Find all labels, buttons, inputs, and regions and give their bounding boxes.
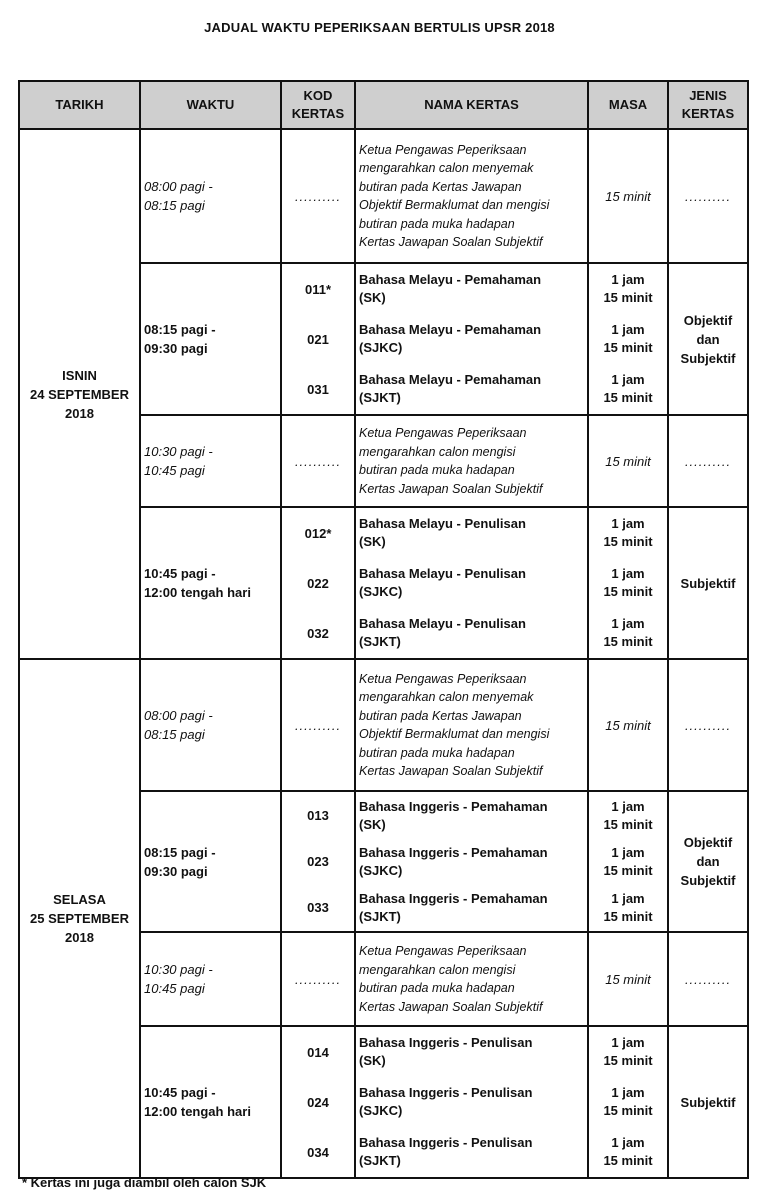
paper-name-line: Bahasa Melayu - Penulisan [359, 566, 526, 581]
paper-name-line: Bahasa Inggeris - Penulisan [359, 1135, 533, 1150]
time-end: 08:15 pagi [144, 727, 205, 742]
paper-duration [589, 558, 667, 608]
note-line: Objektif Bermaklumat dan mengisi [359, 727, 550, 741]
time-cell [140, 129, 281, 263]
paper-duration [589, 608, 667, 658]
note-line: Kertas Jawapan Soalan Subjektif [359, 764, 543, 778]
header-tarikh: TARIKH [19, 81, 140, 129]
note-line: butiran pada muka hadapan [359, 745, 515, 760]
time-start: 10:45 pagi - [144, 1085, 216, 1100]
paper-name [356, 793, 587, 839]
note-line: Ketua Pengawas Peperiksaan [359, 426, 527, 440]
time-start: 08:00 pagi - [144, 708, 213, 723]
note-line: mengarahkan calon mengisi [359, 962, 516, 977]
note-line: butiran pada muka hadapan [359, 463, 515, 477]
time-cell [140, 415, 281, 507]
paper-name-line: (SJKT) [359, 390, 401, 405]
paper-duration [589, 508, 667, 558]
paper-duration [589, 314, 667, 364]
time-end: 09:30 pagi [144, 341, 208, 356]
jenis-cell: Subjektif [668, 507, 748, 659]
paper-name-line: Bahasa Melayu - Pemahaman [359, 372, 542, 387]
paper-code: 034 [307, 1144, 329, 1160]
masa-cell [588, 263, 668, 415]
nama-cell [355, 507, 588, 659]
paper-name-line: (SK) [359, 290, 386, 305]
note-line: Objektif Bermaklumat dan mengisi [359, 198, 550, 212]
instruction-note [355, 129, 588, 263]
table-row [19, 659, 748, 791]
time-end: 10:45 pagi [144, 981, 205, 996]
kod-cell [281, 507, 355, 659]
note-line: mengarahkan calon menyemak [359, 690, 534, 704]
note-line: Ketua Pengawas Peperiksaan [359, 671, 527, 686]
jenis-line: dan [696, 331, 720, 347]
paper-name-line: (SJKT) [359, 634, 401, 649]
duration-line: 1 jam [611, 616, 645, 631]
paper-name-line: Bahasa Melayu - Penulisan [359, 616, 526, 631]
jenis-cell [668, 791, 748, 932]
paper-code: 023 [307, 854, 329, 869]
paper-name-line: (SK) [359, 816, 386, 832]
duration-line: 15 minit [603, 290, 653, 305]
note-line: Kertas Jawapan Soalan Subjektif [359, 235, 543, 249]
paper-name-line: Bahasa Inggeris - Pemahaman [359, 844, 548, 860]
header-nama-kertas: NAMA KERTAS [355, 81, 588, 129]
kod-cell: .......... [281, 932, 355, 1026]
duration-line: 1 jam [611, 798, 645, 814]
paper-name-line: (SJKT) [359, 908, 401, 924]
paper-name-line: Bahasa Inggeris - Penulisan [359, 1085, 533, 1100]
paper-duration [589, 885, 667, 931]
header-waktu: WAKTU [140, 81, 281, 129]
paper-name [356, 608, 587, 658]
paper-name-line: Bahasa Melayu - Pemahaman [359, 322, 542, 337]
duration-line: 15 minit [603, 1153, 653, 1168]
jenis-line: dan [696, 854, 720, 869]
note-line: mengarahkan calon mengisi [359, 444, 516, 459]
footnote: * Kertas ini juga diambil oleh calon SJK [22, 1175, 267, 1190]
duration-line: 15 minit [603, 908, 653, 924]
time-cell [140, 791, 281, 932]
time-start: 08:15 pagi - [144, 322, 216, 337]
masa-cell [588, 791, 668, 932]
paper-name-line: (SK) [359, 1053, 386, 1068]
paper-code: 012* [304, 525, 332, 541]
table-row [19, 129, 748, 263]
time-cell [140, 1026, 281, 1178]
masa-cell: 15 minit [588, 129, 668, 263]
duration-line: 15 minit [603, 534, 653, 549]
header-kod-line1: KOD [303, 88, 333, 103]
paper-name [356, 314, 587, 364]
nama-cell [355, 1026, 588, 1178]
paper-code: 033 [307, 900, 329, 915]
paper-duration [589, 1077, 667, 1127]
kod-cell: .......... [281, 129, 355, 263]
paper-name [356, 264, 587, 314]
duration-line: 1 jam [611, 566, 645, 581]
header-kod-kertas [281, 81, 355, 129]
note-line: butiran pada Kertas Jawapan [359, 708, 522, 723]
paper-duration [589, 793, 667, 839]
masa-cell: 15 minit [588, 932, 668, 1026]
kod-cell: .......... [281, 415, 355, 507]
header-kod-line2: KERTAS [291, 106, 345, 121]
document-title: JADUAL WAKTU PEPERIKSAAN BERTULIS UPSR 2018 [204, 20, 555, 35]
note-line: Ketua Pengawas Peperiksaan [359, 142, 527, 157]
paper-name-line: (SJKT) [359, 1153, 401, 1168]
day-year: 2018 [65, 930, 94, 945]
paper-name [356, 558, 587, 608]
jenis-line: Subjektif [680, 873, 736, 888]
date-cell-day2 [19, 659, 140, 1178]
paper-name-line: Bahasa Inggeris - Penulisan [359, 1035, 533, 1050]
paper-name [356, 839, 587, 885]
time-end: 12:00 tengah hari [144, 1104, 251, 1119]
time-end: 10:45 pagi [144, 463, 205, 478]
duration-line: 1 jam [611, 1135, 645, 1150]
note-line: butiran pada Kertas Jawapan [359, 179, 522, 194]
paper-name-line: (SJKC) [359, 1103, 403, 1118]
instruction-note [355, 932, 588, 1026]
time-cell [140, 507, 281, 659]
duration-line: 1 jam [611, 372, 645, 387]
paper-code: 024 [307, 1094, 329, 1110]
time-start: 10:30 pagi - [144, 962, 213, 977]
paper-duration [589, 839, 667, 885]
paper-name-line: (SJKC) [359, 862, 403, 878]
time-cell [140, 659, 281, 791]
duration-line: 1 jam [611, 322, 645, 337]
masa-cell [588, 1026, 668, 1178]
note-line: Ketua Pengawas Peperiksaan [359, 944, 527, 958]
day-name: SELASA [53, 892, 106, 907]
duration-line: 15 minit [603, 340, 653, 355]
instruction-note [355, 659, 588, 791]
jenis-cell: .......... [668, 932, 748, 1026]
paper-name-line: Bahasa Inggeris - Pemahaman [359, 890, 548, 906]
paper-name [356, 1127, 587, 1177]
jenis-cell: .......... [668, 659, 748, 791]
date-cell-day1 [19, 129, 140, 659]
time-end: 12:00 tengah hari [144, 585, 251, 600]
kod-cell [281, 791, 355, 932]
paper-name-line: (SJKC) [359, 584, 403, 599]
duration-line: 15 minit [603, 584, 653, 599]
masa-cell: 15 minit [588, 415, 668, 507]
time-start: 10:30 pagi - [144, 444, 213, 459]
jenis-line: Objektif [683, 835, 733, 850]
duration-line: 15 minit [603, 816, 653, 832]
note-line: butiran pada muka hadapan [359, 216, 515, 231]
nama-cell [355, 263, 588, 415]
instruction-note [355, 415, 588, 507]
note-line: mengarahkan calon menyemak [359, 161, 534, 175]
paper-name [356, 364, 587, 414]
note-line: Kertas Jawapan Soalan Subjektif [359, 481, 543, 496]
time-start: 10:45 pagi - [144, 566, 216, 581]
time-end: 09:30 pagi [144, 863, 208, 879]
paper-name [356, 1027, 587, 1077]
duration-line: 15 minit [603, 390, 653, 405]
duration-line: 1 jam [611, 890, 645, 906]
header-row [19, 81, 748, 129]
paper-name [356, 885, 587, 931]
paper-name-line: (SJKC) [359, 340, 403, 355]
time-start: 08:15 pagi - [144, 844, 216, 860]
duration-line: 15 minit [603, 1053, 653, 1068]
jenis-cell: .......... [668, 129, 748, 263]
duration-line: 1 jam [611, 516, 645, 531]
paper-name-line: Bahasa Melayu - Pemahaman [359, 272, 542, 287]
jenis-cell: .......... [668, 415, 748, 507]
duration-line: 15 minit [603, 862, 653, 878]
paper-name-line: Bahasa Inggeris - Pemahaman [359, 798, 548, 814]
nama-cell [355, 791, 588, 932]
paper-code: 013 [307, 808, 329, 823]
paper-name-line: (SK) [359, 534, 386, 549]
paper-duration [589, 1027, 667, 1077]
duration-line: 1 jam [611, 272, 645, 287]
header-masa: MASA [588, 81, 668, 129]
jenis-line: Objektif [683, 312, 733, 328]
day-name: ISNIN [62, 367, 97, 383]
paper-name [356, 1077, 587, 1127]
day-date: 24 SEPTEMBER [30, 386, 129, 402]
paper-code: 031 [307, 381, 329, 397]
header-jenis-line2: KERTAS [681, 106, 735, 121]
jenis-cell: Subjektif [668, 1026, 748, 1178]
paper-name [356, 508, 587, 558]
day-year: 2018 [65, 405, 94, 421]
masa-cell: 15 minit [588, 659, 668, 791]
paper-code: 032 [307, 625, 329, 641]
masa-cell [588, 507, 668, 659]
duration-line: 15 minit [603, 634, 653, 649]
paper-duration [589, 364, 667, 414]
exam-timetable [18, 80, 749, 1179]
time-end: 08:15 pagi [144, 198, 205, 213]
paper-code: 021 [307, 331, 329, 347]
day-date: 25 SEPTEMBER [30, 911, 129, 926]
time-start: 08:00 pagi - [144, 179, 213, 194]
header-jenis-kertas [668, 81, 748, 129]
duration-line: 15 minit [603, 1103, 653, 1118]
paper-code: 011* [304, 281, 332, 297]
paper-code: 022 [307, 575, 329, 591]
time-cell [140, 932, 281, 1026]
duration-line: 1 jam [611, 844, 645, 860]
kod-cell [281, 263, 355, 415]
jenis-line: Subjektif [680, 350, 736, 366]
jenis-cell [668, 263, 748, 415]
kod-cell: .......... [281, 659, 355, 791]
time-cell [140, 263, 281, 415]
note-line: butiran pada muka hadapan [359, 981, 515, 995]
kod-cell [281, 1026, 355, 1178]
header-jenis-line1: JENIS [689, 88, 727, 103]
paper-code: 014 [307, 1044, 329, 1060]
note-line: Kertas Jawapan Soalan Subjektif [359, 999, 543, 1014]
duration-line: 1 jam [611, 1085, 645, 1100]
paper-duration [589, 1127, 667, 1177]
paper-name-line: Bahasa Melayu - Penulisan [359, 516, 526, 531]
paper-duration [589, 264, 667, 314]
duration-line: 1 jam [611, 1035, 645, 1050]
